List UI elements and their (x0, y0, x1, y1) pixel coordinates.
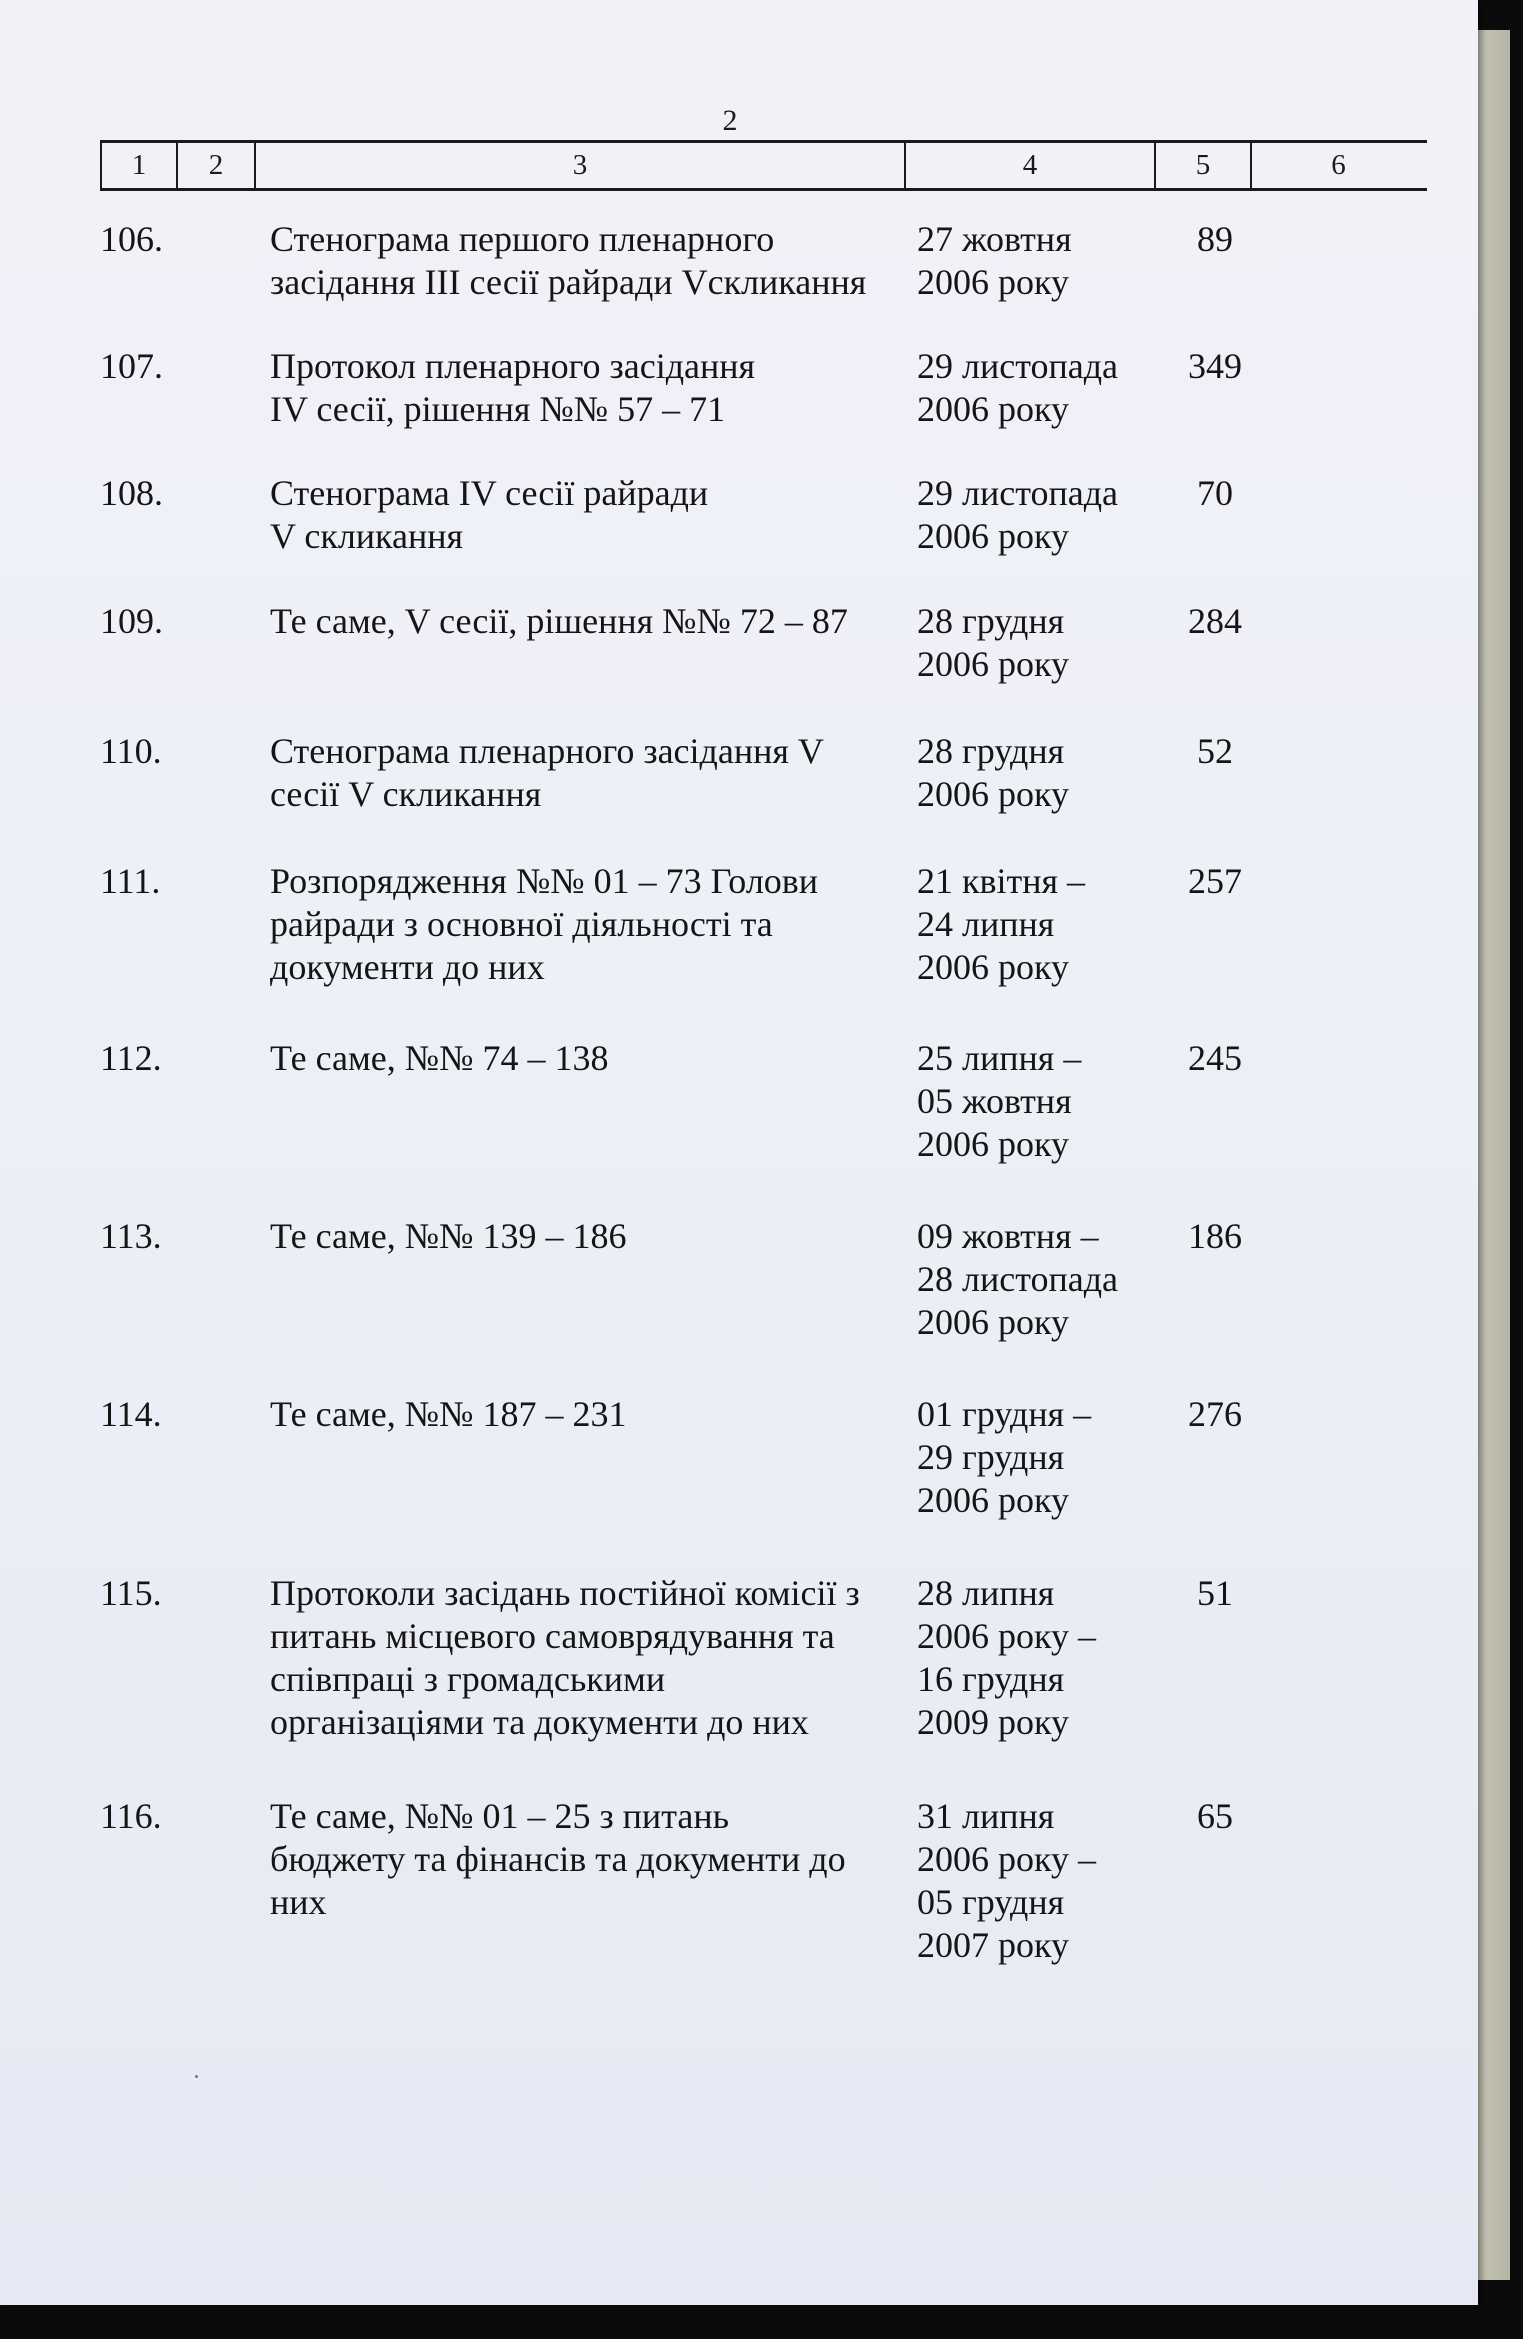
row-title (270, 1572, 920, 1744)
header-col-2: 2 (178, 143, 256, 188)
row-title-line: документи до них (270, 947, 545, 987)
header-col-4: 4 (906, 143, 1156, 188)
row-title-line: питань місцевого самоврядування та (270, 1616, 835, 1656)
row-title-line: IV сесії, рішення №№ 57 – 71 (270, 389, 726, 429)
row-title (270, 1037, 920, 1080)
page-number: 2 (722, 104, 738, 137)
header-col-5: 5 (1156, 143, 1252, 188)
row-date-line: 2006 року (917, 774, 1069, 814)
row-date-line: 27 жовтня (917, 219, 1072, 259)
row-date-line: 29 листопада (917, 346, 1119, 386)
row-date-line: 05 жовтня (917, 1081, 1072, 1121)
row-title-line: Стенограма першого пленарного (270, 219, 775, 259)
row-number: 108. (100, 473, 163, 513)
row-sheet-count: 276 (1188, 1394, 1242, 1434)
row-sheet-count: 70 (1197, 473, 1233, 513)
row-number: 107. (100, 346, 163, 386)
row-date-line: 05 грудня (917, 1882, 1065, 1922)
row-title (270, 1393, 920, 1436)
row-number: 110. (100, 731, 162, 771)
row-date-line: 2006 року (917, 516, 1069, 556)
row-date (917, 218, 1167, 304)
row-number: 115. (100, 1573, 162, 1613)
row-date (917, 1795, 1167, 1967)
row-title-line: бюджету та фінансів та документи до (270, 1839, 846, 1879)
row-date-line: 2006 року (917, 262, 1069, 302)
row-date-line: 28 листопада (917, 1259, 1119, 1299)
row-title-line: Розпорядження №№ 01 – 73 Голови (270, 861, 819, 901)
row-date-line: 2006 року (917, 1480, 1069, 1520)
row-title-line: V скликання (270, 516, 464, 556)
row-title-line: Те саме, V сесії, рішення №№ 72 – 87 (270, 601, 848, 641)
row-date-line: 28 грудня (917, 601, 1065, 641)
row-date-line: 09 жовтня – (917, 1216, 1099, 1256)
row-title (270, 730, 920, 816)
row-date (917, 345, 1167, 431)
row-title-line: організаціями та документи до них (270, 1702, 809, 1742)
row-date-line: 28 липня (917, 1573, 1055, 1613)
row-title-line: Те саме, №№ 187 – 231 (270, 1394, 627, 1434)
row-title-line: Стенограма пленарного засідання V (270, 731, 824, 771)
row-sheet-count: 51 (1197, 1573, 1233, 1613)
row-title-line: співпраці з громадськими (270, 1659, 666, 1699)
header-col-6: 6 (1331, 149, 1346, 181)
row-date-line: 2006 року (917, 1302, 1069, 1342)
row-number: 109. (100, 601, 163, 641)
header-col-1: 1 (102, 143, 178, 188)
row-date-line: 25 липня – (917, 1038, 1082, 1078)
row-date-line: 2006 року – (917, 1616, 1096, 1656)
row-date-line: 2006 року (917, 947, 1069, 987)
row-title (270, 1795, 920, 1924)
row-sheet-count: 89 (1197, 219, 1233, 259)
row-date-line: 2006 року – (917, 1839, 1096, 1879)
row-date-line: 16 грудня (917, 1659, 1065, 1699)
row-title-line: Стенограма IV сесії райради (270, 473, 709, 513)
row-title-line: райради з основної діяльності та (270, 904, 773, 944)
row-number: 113. (100, 1216, 162, 1256)
row-date-line: 24 липня (917, 904, 1055, 944)
row-date (917, 472, 1167, 558)
row-title (270, 472, 920, 558)
row-title-line: Протокол пленарного засідання (270, 346, 756, 386)
row-date (917, 860, 1167, 989)
row-date-line: 31 липня (917, 1796, 1055, 1836)
row-number: 116. (100, 1796, 162, 1836)
row-title-line: Те саме, №№ 139 – 186 (270, 1216, 627, 1256)
row-title (270, 600, 920, 643)
row-number: 106. (100, 219, 163, 259)
row-number: 114. (100, 1394, 162, 1434)
row-title-line: них (270, 1882, 327, 1922)
row-sheet-count: 52 (1197, 731, 1233, 771)
row-sheet-count: 284 (1188, 601, 1242, 641)
row-sheet-count: 257 (1188, 861, 1242, 901)
row-date-line: 21 квітня – (917, 861, 1086, 901)
row-sheet-count: 186 (1188, 1216, 1242, 1256)
row-date (917, 1037, 1167, 1166)
row-number: 111. (100, 861, 161, 901)
paper-speck (195, 2075, 198, 2078)
row-date (917, 1572, 1167, 1744)
row-number: 112. (100, 1038, 162, 1078)
row-title (270, 218, 920, 304)
row-date-line: 2006 року (917, 389, 1069, 429)
row-title-line: засідання ІІІ сесії райради Vскликання (270, 262, 867, 302)
row-date-line: 29 грудня (917, 1437, 1065, 1477)
row-date-line: 2006 року (917, 644, 1069, 684)
row-title-line: Протоколи засідань постійної комісії з (270, 1573, 860, 1613)
row-date (917, 1393, 1167, 1522)
row-date-line: 2007 року (917, 1925, 1069, 1965)
row-title-line: сесії V скликання (270, 774, 542, 814)
row-title (270, 1215, 920, 1258)
row-title-line: Те саме, №№ 01 – 25 з питань (270, 1796, 730, 1836)
row-title (270, 345, 920, 431)
row-date (917, 1215, 1167, 1344)
row-date-line: 01 грудня – (917, 1394, 1092, 1434)
row-sheet-count: 245 (1188, 1038, 1242, 1078)
row-date-line: 2006 року (917, 1124, 1069, 1164)
row-title-line: Те саме, №№ 74 – 138 (270, 1038, 609, 1078)
row-date-line: 2009 року (917, 1702, 1069, 1742)
row-date-line: 29 листопада (917, 473, 1119, 513)
row-sheet-count: 65 (1197, 1796, 1233, 1836)
header-col-3: 3 (256, 143, 906, 188)
column-header-table (100, 140, 1427, 191)
row-sheet-count: 349 (1188, 346, 1242, 386)
row-date-line: 28 грудня (917, 731, 1065, 771)
row-title (270, 860, 920, 989)
row-date (917, 730, 1167, 816)
row-date (917, 600, 1167, 686)
